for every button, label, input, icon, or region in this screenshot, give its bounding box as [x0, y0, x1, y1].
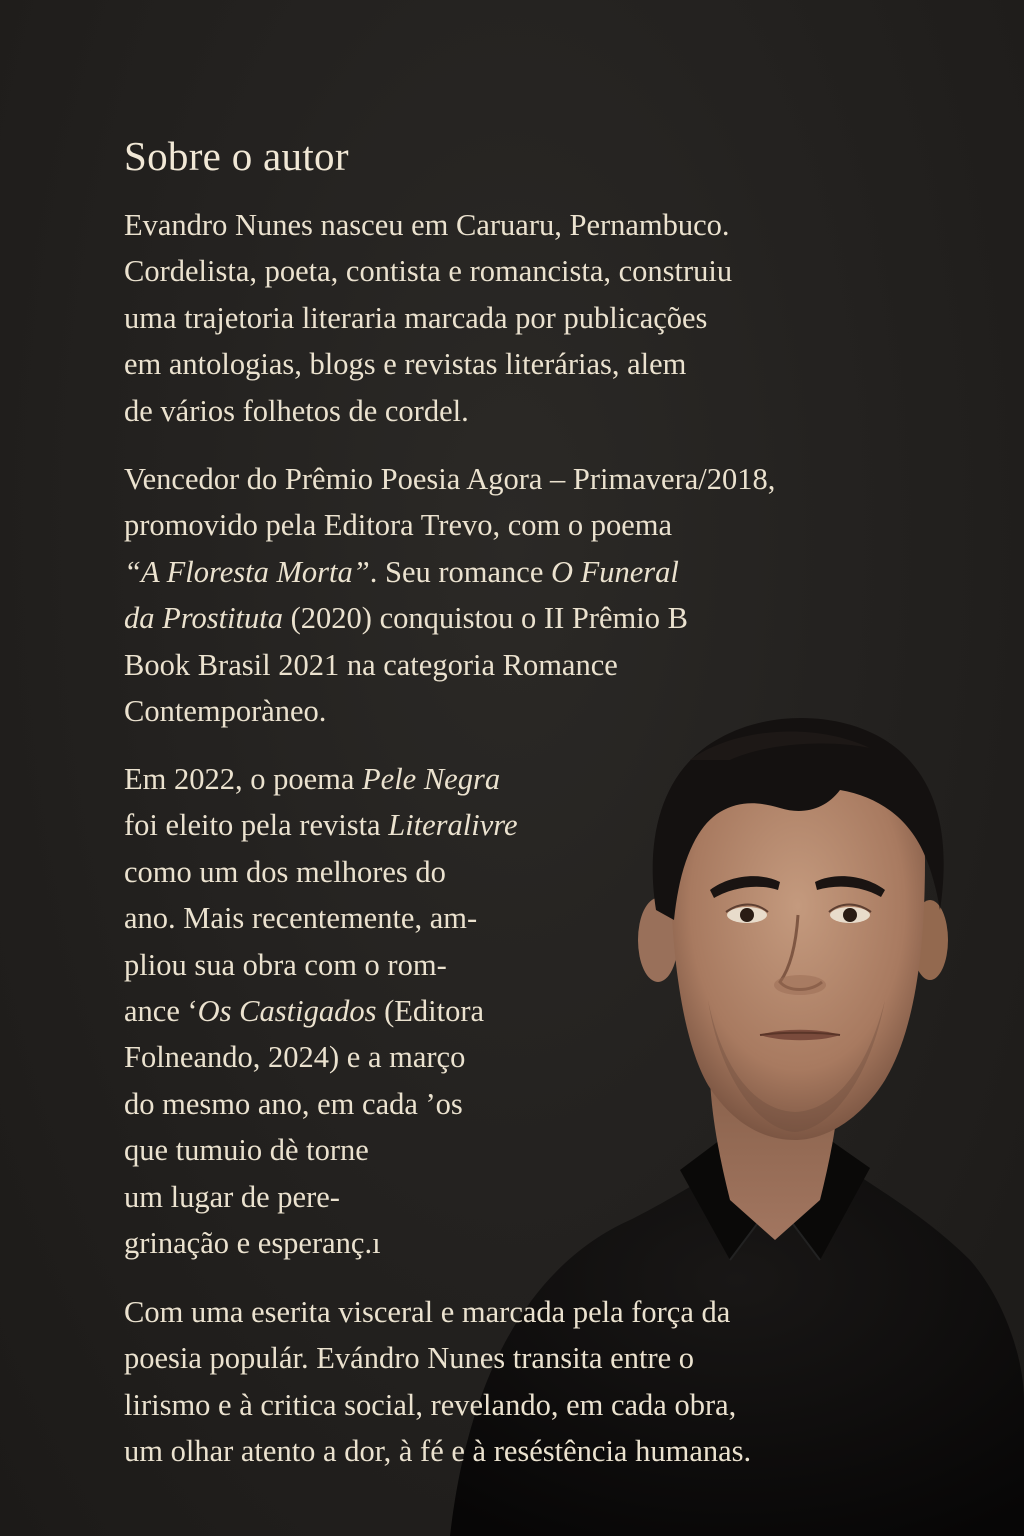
text-line: Com uma eserita visceral e marcada pela força da	[124, 1295, 731, 1329]
text-run: ance ‘	[124, 993, 198, 1028]
text-line	[124, 802, 518, 848]
text-line: lirismo e à critica social, revelando, em cada obra,	[124, 1387, 737, 1422]
novel-title-funeral: O Funeral	[550, 554, 679, 589]
text-line: grinação e esperanç.ı	[124, 1225, 381, 1260]
bio-paragraph-3	[124, 756, 518, 1266]
text-run: (2020) conquistou o II Prêmio B	[283, 601, 688, 636]
bio-paragraph-4	[124, 1289, 751, 1475]
text-line: do mesmo ano, em cada ’os	[124, 1086, 463, 1121]
bio-paragraph-2	[124, 456, 775, 734]
text-run: . Seu romance	[369, 554, 551, 589]
text-line	[124, 756, 518, 802]
novel-title-funeral-cont: da Prostituta	[124, 601, 284, 636]
text-line: um olhar atento a dor, à fé e à reséstência humanas.	[124, 1434, 752, 1469]
text-run: (Editora	[376, 993, 485, 1028]
text-line: como um dos melhores do	[124, 854, 446, 889]
text-line: Cordelista, poeta, contista e romancista, construiu	[124, 254, 733, 289]
bio-paragraph-1	[124, 202, 732, 434]
text-line	[124, 595, 775, 641]
magazine-title: Literalivre	[388, 808, 518, 843]
text-line: poesia populár. Evándro Nunes transita entre o	[124, 1341, 695, 1376]
poem-title-pele-negra: Pele Negra	[362, 762, 501, 796]
poem-title-floresta: “A Floresta Morta”	[124, 554, 370, 589]
text-line: um lugar de pere-	[124, 1179, 340, 1214]
text-line: Evandro Nunes nasceu em Caruaru, Pernambuco.	[124, 208, 730, 242]
novel-title-castigados: Os Castigados	[197, 993, 377, 1028]
text-line: Folneando, 2024) e a março	[124, 1040, 466, 1075]
text-line: promovido pela Editora Trevo, com o poema	[124, 508, 673, 543]
text-line: Book Brasil 2021 na categoria Romance	[124, 647, 618, 682]
section-title: Sobre o autor	[124, 133, 349, 179]
text-line: pliou sua obra com o rom-	[124, 947, 447, 982]
text-line: que tumuio dè torne	[124, 1133, 369, 1168]
text-run: Em 2022, o poema	[124, 762, 363, 796]
text-line: ano. Mais recentemente, am-	[124, 901, 478, 936]
text-line: de vários folhetos de cordel.	[124, 393, 469, 428]
text-line: Vencedor do Prêmio Poesia Agora – Primavera/2018,	[124, 462, 776, 496]
text-line	[124, 549, 775, 595]
text-run: foi eleito pela revista	[124, 808, 389, 843]
text-line: em antologias, blogs e revistas literárias, alem	[124, 347, 687, 382]
text-line: Contemporàneo.	[124, 693, 327, 728]
text-line: uma trajetoria literaria marcada por publicações	[124, 300, 708, 335]
text-line	[124, 988, 518, 1034]
